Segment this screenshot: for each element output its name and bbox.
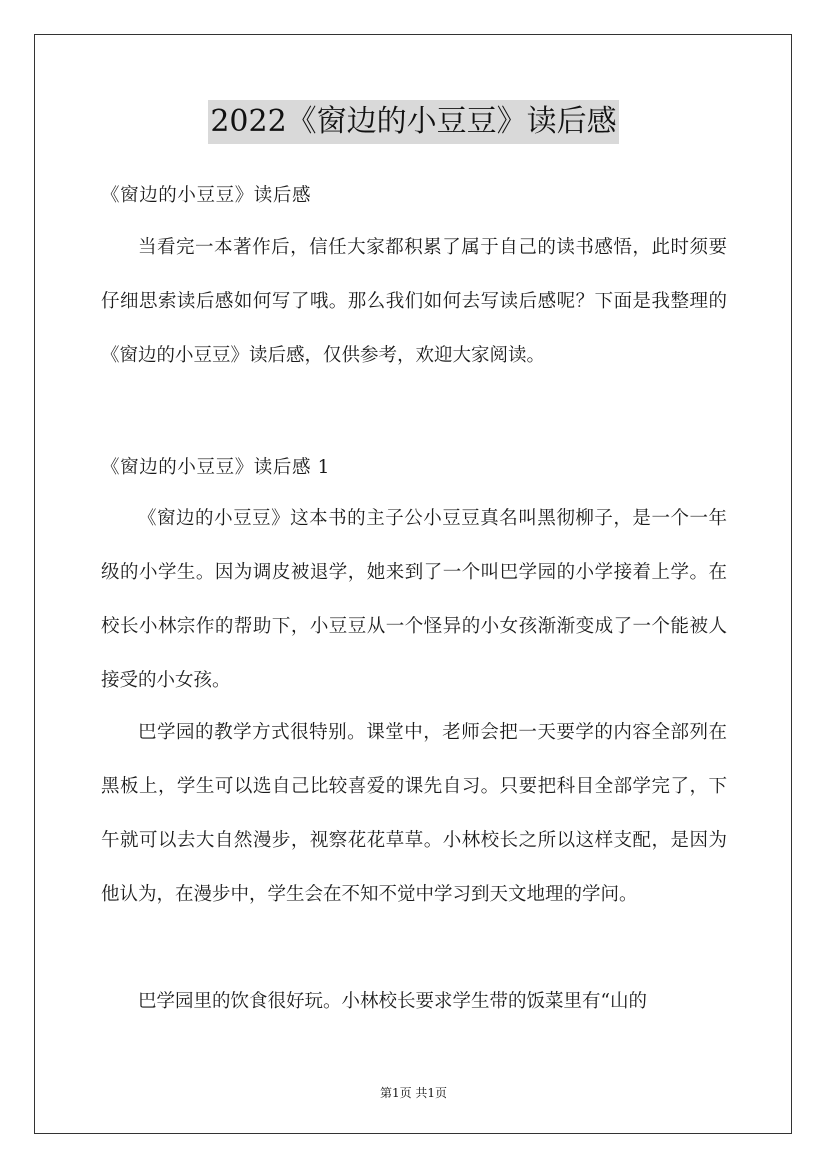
intro-paragraph: 当看完一本著作后，信任大家都积累了属于自己的读书感悟，此时须要仔细思索读后感如何写了哦。那么我们如何去写读后感呢？下面是我整理的《窗边的小豆豆》读后感，仅供参考，欢迎大家阅读。 — [101, 237, 727, 366]
body-paragraph-3: 巴学园里的饮食很好玩。小林校长要求学生带的饭菜里有“山的 — [138, 991, 647, 1012]
page-footer: 第1页 共1页 — [379, 1086, 448, 1100]
document-subtitle: 《窗边的小豆豆》读后感 — [101, 185, 312, 206]
body-paragraph-1: 《窗边的小豆豆》这本书的主子公小豆豆真名叫黑彻柳子，是一个一年级的小学生。因为调皮被退学，她来到了一个叫巴学园的小学接着上学。在校长小林宗作的帮助下，小豆豆从一个怪异的小女孩渐渐变成了一个能被人接受的小女孩。 — [101, 508, 727, 691]
body-paragraph-2: 巴学园的教学方式很特别。课堂中，老师会把一天要学的内容全部列在黑板上，学生可以选自己比较喜爱的课先自习。只要把科目全部学完了，下午就可以去大自然漫步，视察花花草草。小林校长之所以这样支配，是因为他认为，在漫步中，学生会在不知不觉中学习到天文地理的学问。 — [101, 722, 727, 905]
document-title: 2022《窗边的小豆豆》读后感 — [208, 100, 618, 144]
title-container — [0, 100, 827, 144]
section-heading: 《窗边的小豆豆》读后感 1 — [101, 457, 330, 478]
